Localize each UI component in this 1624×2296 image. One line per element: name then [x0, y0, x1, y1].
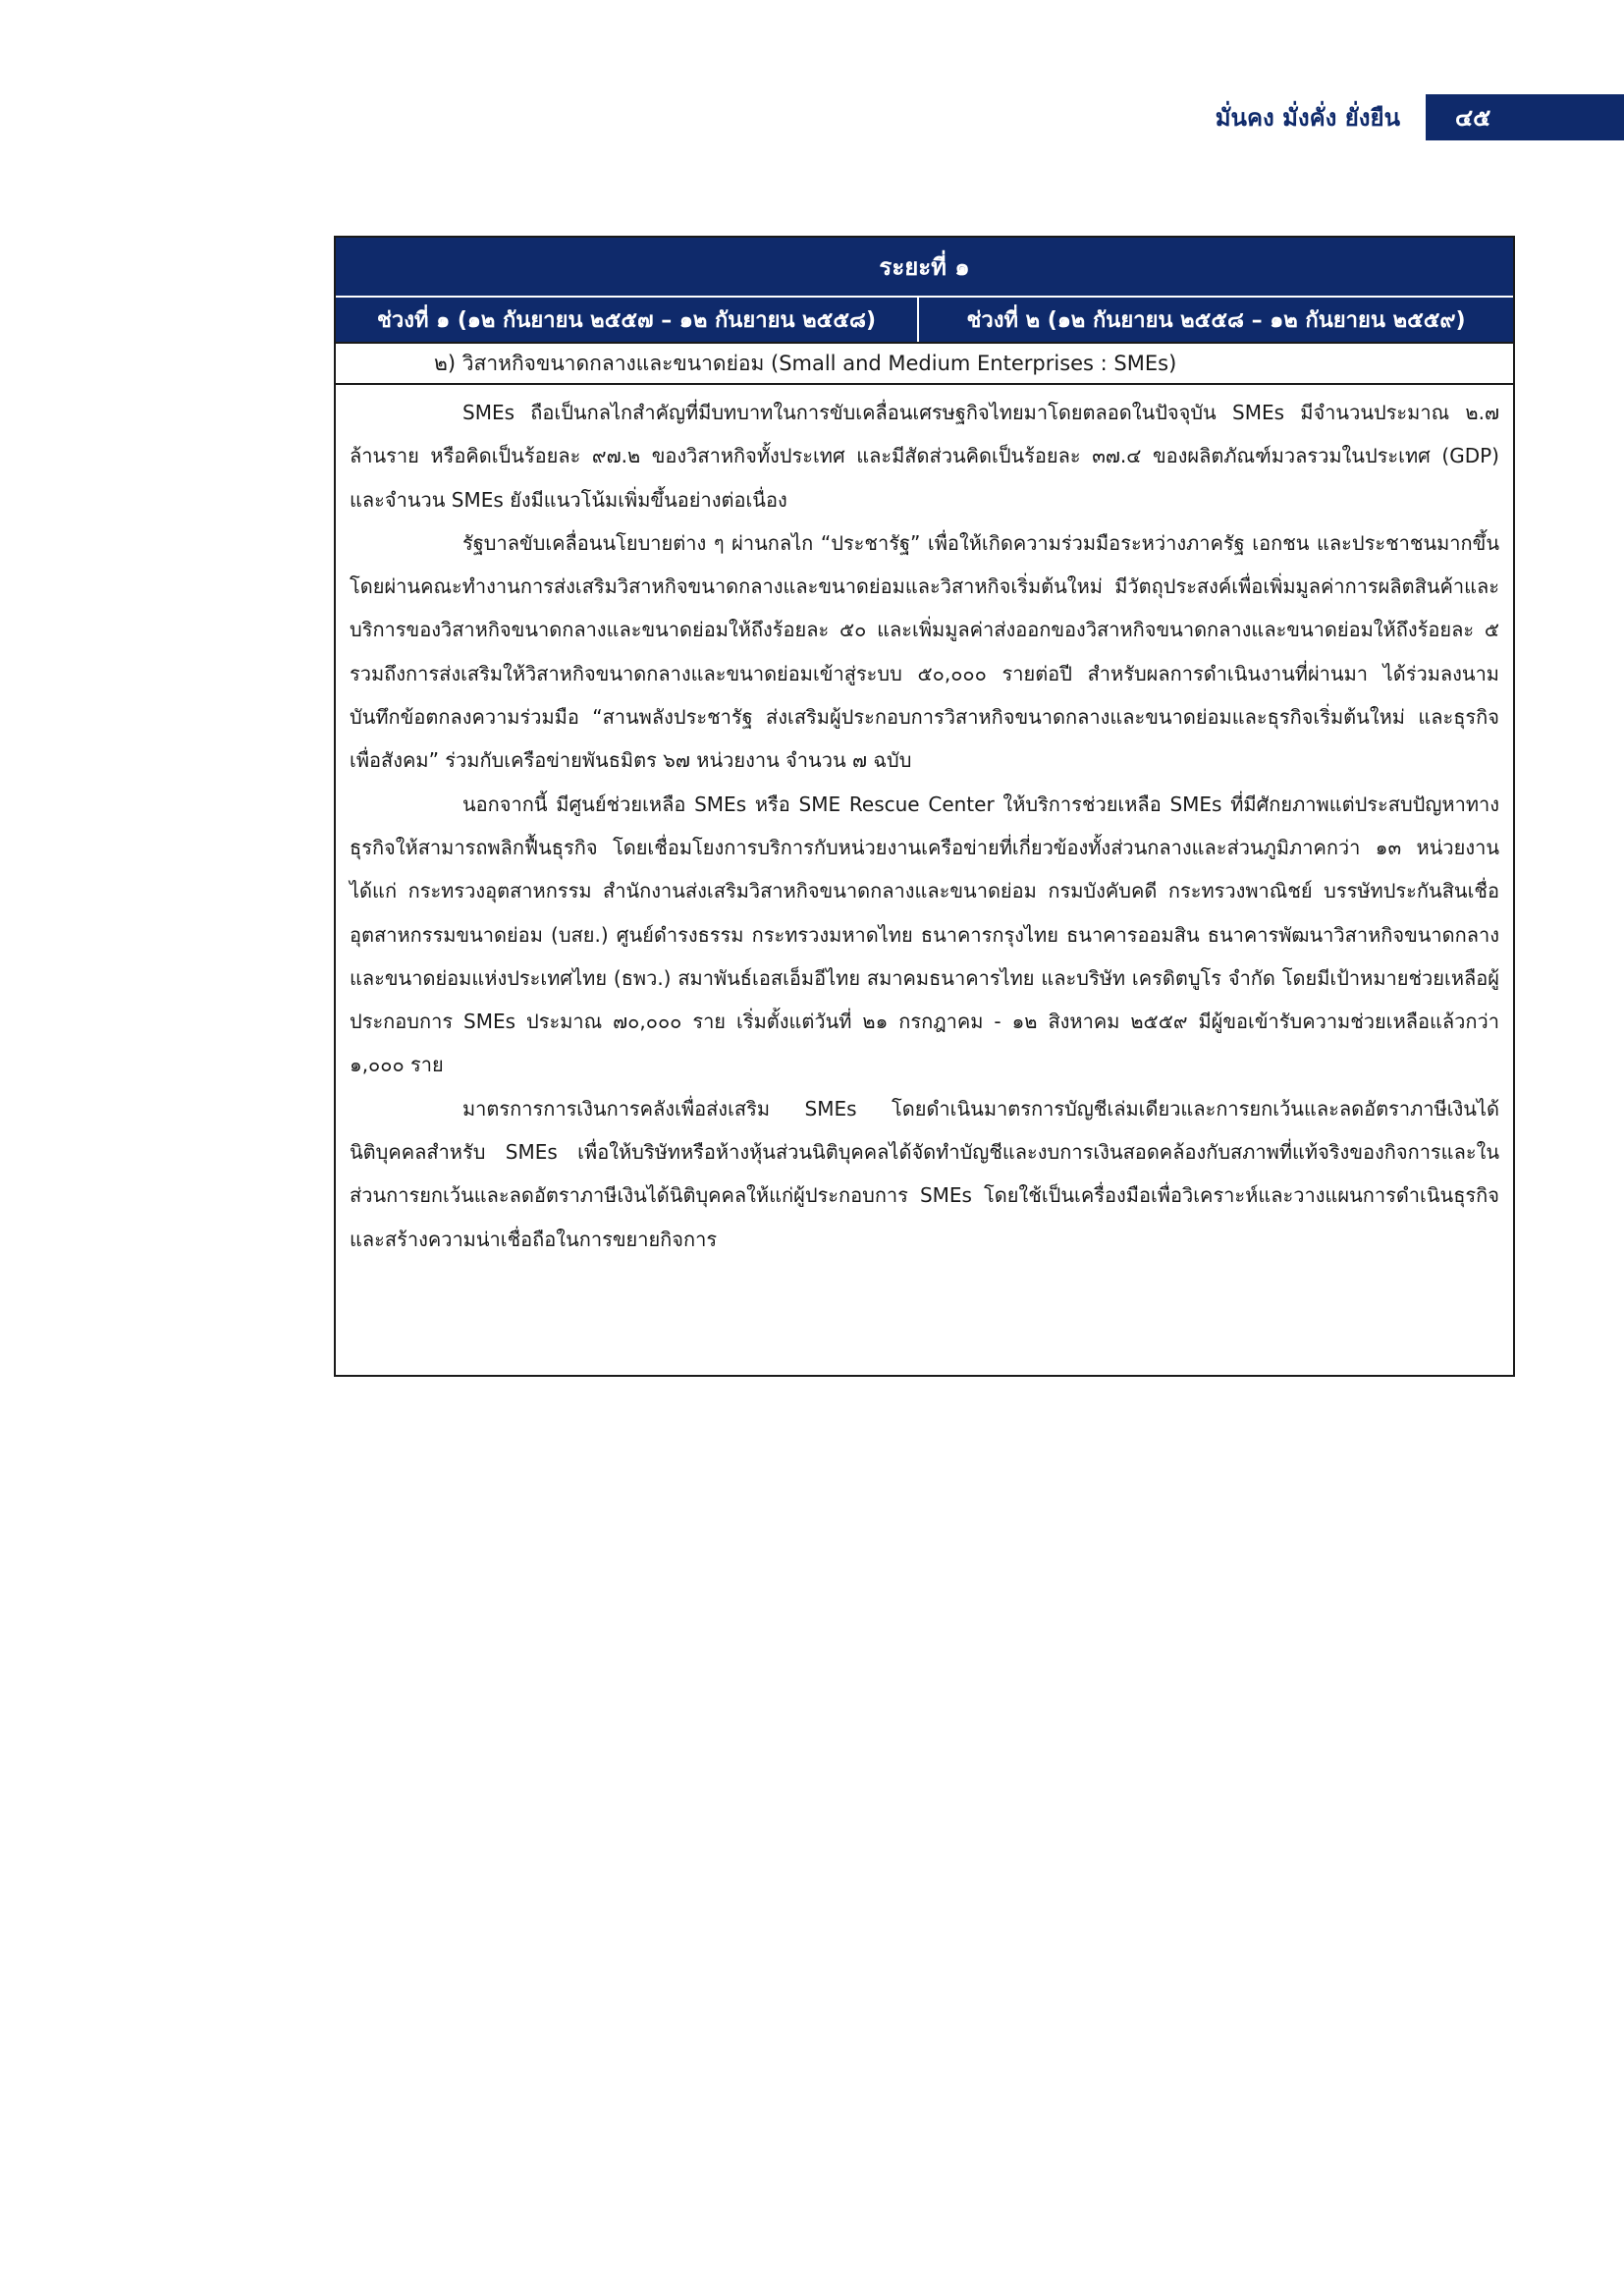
period-2-header: ช่วงที่ ๒ (๑๒ กันยายน ๒๕๕๘ – ๑๒ กันยายน ๒๕๕๙): [966, 308, 1466, 333]
phase-title: ระยะที่ ๑: [336, 238, 1513, 298]
paragraph-overview: SMEs ถือเป็นกลไกสำคัญที่มีบทบาทในการขับเคลื่อนเศรษฐกิจไทยมาโดยตลอดในปัจจุบัน SMEs มีจำนวนประมาณ ๒.๗ ล้านราย หรือคิดเป็นร้อยละ ๙๗.๒ ของวิสาหกิจทั้งประเทศ และมีสัดส่วนคิดเป็นร้อยละ ๓๗.๔ ของผลิตภัณฑ์มวลรวมในประเทศ (GDP) และจำนวน SMEs ยังมีแนวโน้มเพิ่มขึ้นอย่างต่อเนื่อง: [350, 401, 1499, 512]
header-slogan: มั่นคง มั่งคั่ง ยั่งยืน: [1215, 104, 1400, 132]
page-number: ๔๕: [1426, 94, 1624, 140]
page-header: [1216, 94, 1624, 140]
section-title: ๒) วิสาหกิจขนาดกลางและขนาดย่อม (Small and Medium Enterprises : SMEs): [336, 344, 1513, 385]
content-table: [334, 236, 1515, 1377]
body-text-cell: [336, 385, 1513, 1375]
period-header-row: [336, 298, 1513, 344]
paragraph-pracharat: รัฐบาลขับเคลื่อนนโยบายต่าง ๆ ผ่านกลไก “ประชารัฐ” เพื่อให้เกิดความร่วมมือระหว่างภาครัฐ เอกชน และประชาชนมากขึ้นโดยผ่านคณะทำงานการส่งเสริมวิสาหกิจขนาดกลางและขนาดย่อมและวิสาหกิจเริ่มต้นใหม่ มีวัตถุประสงค์เพื่อเพิ่มมูลค่าการผลิตสินค้าและบริการของวิสาหกิจขนาดกลางและขนาดย่อมให้ถึงร้อยละ ๕๐ และเพิ่มมูลค่าส่งออกของวิสาหกิจขนาดกลางและขนาดย่อมให้ถึงร้อยละ ๕ รวมถึงการส่งเสริมให้วิสาหกิจขนาดกลางและขนาดย่อมเข้าสู่ระบบ ๕๐,๐๐๐ รายต่อปี สำหรับผลการดำเนินงานที่ผ่านมา ได้ร่วมลงนามบันทึกข้อตกลงความร่วมมือ “สานพลังประชารัฐ ส่งเสริมผู้ประกอบการวิสาหกิจขนาดกลางและขนาดย่อมและธุรกิจเริ่มต้นใหม่ และธุรกิจเพื่อสังคม” ร่วมกับเครือข่ายพันธมิตร ๖๗ หน่วยงาน จำนวน ๗ ฉบับ: [350, 530, 1499, 773]
period-1-header: ช่วงที่ ๑ (๑๒ กันยายน ๒๕๕๗ – ๑๒ กันยายน ๒๕๕๘): [336, 298, 919, 342]
paragraph-rescue-center: นอกจากนี้ มีศูนย์ช่วยเหลือ SMEs หรือ SME Rescue Center ให้บริการช่วยเหลือ SMEs ที่มีศักยภาพแต่ประสบปัญหาทางธุรกิจให้สามารถพลิกฟื้นธุรกิจ โดยเชื่อมโยงการบริการกับหน่วยงานเครือข่ายที่เกี่ยวข้องทั้งส่วนกลางและส่วนภูมิภาคกว่า ๑๓ หน่วยงาน ได้แก่ กระทรวงอุตสาหกรรม สำนักงานส่งเสริมวิสาหกิจขนาดกลางและขนาดย่อม กรมบังคับคดี กระทรวงพาณิชย์ บรรษัทประกันสินเชื่ออุตสาหกรรมขนาดย่อม (บสย.) ศูนย์ดำรงธรรม กระทรวงมหาดไทย ธนาคารกรุงไทย ธนาคารออมสิน ธนาคารพัฒนาวิสาหกิจขนาดกลางและขนาดย่อมแห่งประเทศไทย (ธพว.) สมาพันธ์เอสเอ็มอีไทย สมาคมธนาคารไทย และบริษัท เครดิตบูโร จำกัด โดยมีเป้าหมายช่วยเหลือผู้ประกอบการ SMEs ประมาณ ๗๐,๐๐๐ ราย เริ่มตั้งแต่วันที่ ๒๑ กรกฎาคม - ๑๒ สิงหาคม ๒๕๕๙ มีผู้ขอเข้ารับความช่วยเหลือแล้วกว่า ๑,๐๐๐ ราย: [350, 792, 1499, 1077]
paragraph-fiscal-measures: มาตรการการเงินการคลังเพื่อส่งเสริม SMEs โดยดำเนินมาตรการบัญชีเล่มเดียวและการยกเว้นและลดอัตราภาษีเงินได้นิติบุคคลสำหรับ SMEs เพื่อให้บริษัทหรือห้างหุ้นส่วนนิติบุคคลได้จัดทำบัญชีและงบการเงินสอดคล้องกับสภาพที่แท้จริงของกิจการและในส่วนการยกเว้นและลดอัตราภาษีเงินได้นิติบุคคลให้แก่ผู้ประกอบการ SMEs โดยใช้เป็นเครื่องมือเพื่อวิเคราะห์และวางแผนการดำเนินธุรกิจและสร้างความน่าเชื่อถือในการขยายกิจการ: [350, 1096, 1499, 1251]
